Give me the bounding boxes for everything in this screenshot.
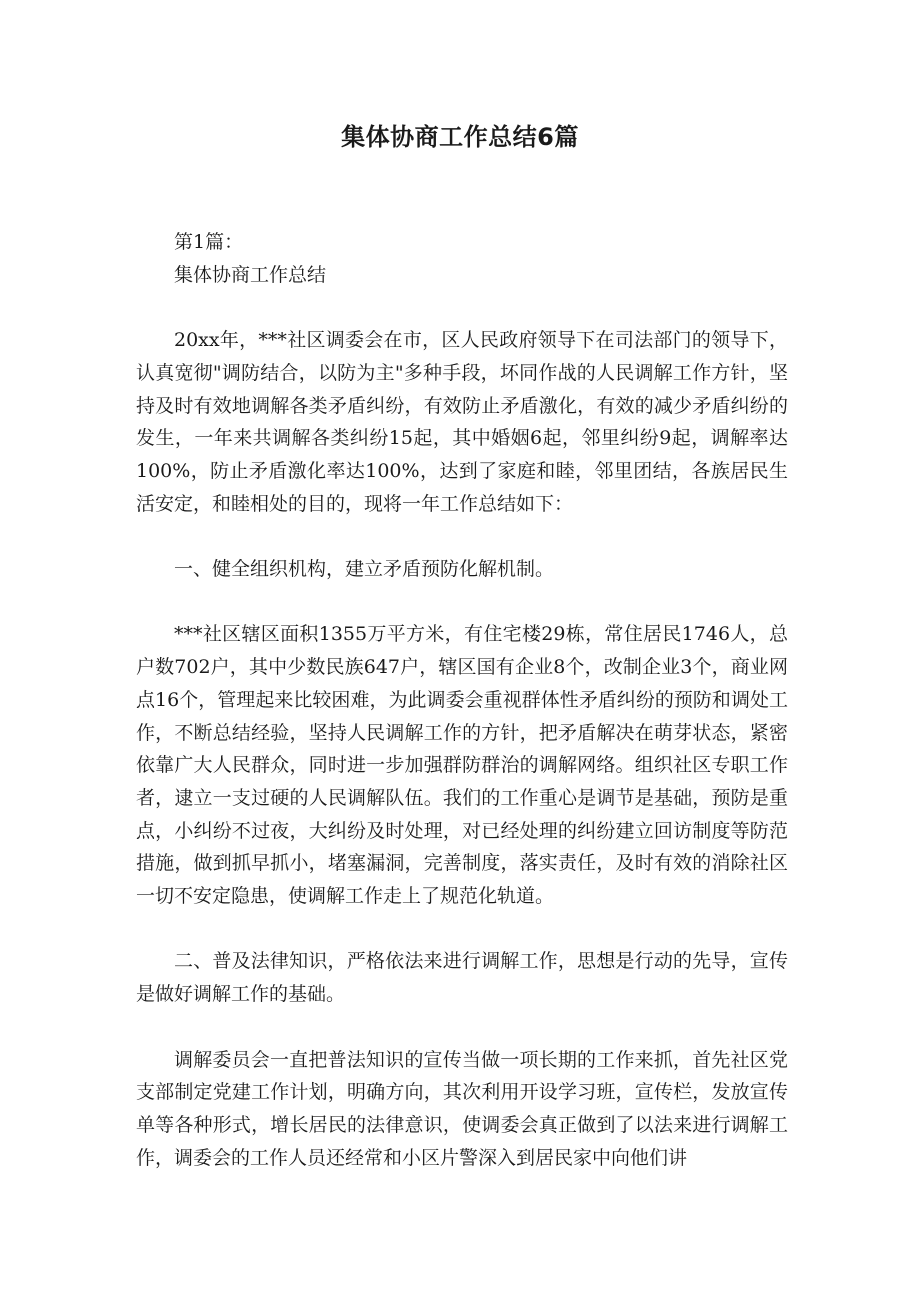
document-body [136, 226, 788, 1174]
paragraph-legal-education: 调解委员会一直把普法知识的宣传当做一项长期的工作来抓，首先社区党支部制定党建工作计划，明确方向，其次利用开设学习班，宣传栏，发放宣传单等各种形式，增长居民的法律意识，使调委会真正做到了以法来进行调解工作，调委会的工作人员还经常和小区片警深入到居民家中向他们讲 [136, 1048, 788, 1169]
paragraph-intro: 20xx年，***社区调委会在市，区人民政府领导下在司法部门的领导下，认真宽彻"调防结合，以防为主"多种手段，坏同作战的人民调解工作方针，坚持及时有效地调解各类矛盾纠纷，有效防止矛盾激化，有效的减少矛盾纠纷的发生，一年来共调解各类纠纷15起，其中婚姻6起，邻里纠纷9起，调解率达100%，防止矛盾激化率达100%，达到了家庭和睦，邻里团结，各族居民生活安定，和睦相处的目的，现将一年工作总结如下： [136, 329, 788, 515]
document-title: 集体协商工作总结6篇 [341, 123, 579, 151]
heading-one: 一、健全组织机构，建立矛盾预防化解机制。 [174, 558, 555, 580]
section-label: 第1篇： [174, 231, 244, 253]
section-title: 集体协商工作总结 [174, 263, 327, 286]
paragraph-organization: ***社区辖区面积1355万平方米，有住宅楼29栋，常住居民1746人，总户数702户，其中少数民族647户，辖区国有企业8个，改制企业3个，商业网点16个，管理起来比较困难，为此调委会重视群体性矛盾纠纷的预防和调处工作，不断总结经验，坚持人民调解工作的方针，把矛盾解决在萌芽状态，紧密依靠广大人民群众，同时进一步加强群防群治的调解网络。组织社区专职工作者，逮立一支过硬的人民调解队伍。我们的工作重心是调节是基础，预防是重点，小纠纷不过夜，大纠纷及时处理，对已经处理的纠纷建立回访制度等防范措施，做到抓早抓小，堵塞漏洞，完善制度，落实责任，及时有效的消除社区一切不安定隐患，使调解工作走上了规范化轨道。 [136, 623, 788, 908]
heading-two: 二、普及法律知识，严格依法来进行调解工作，思想是行动的先导，宣传是做好调解工作的基础。 [136, 950, 788, 1006]
